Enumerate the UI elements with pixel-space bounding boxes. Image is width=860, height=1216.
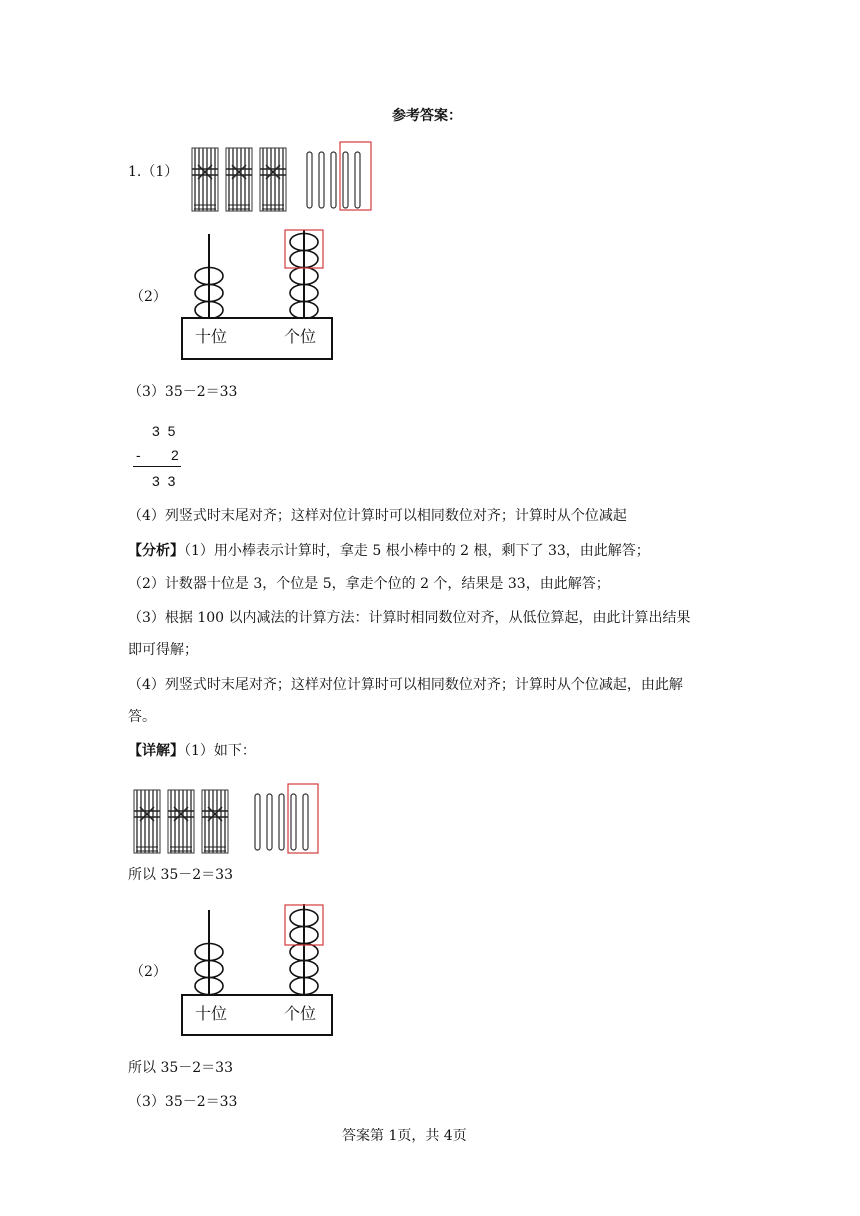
stick-bundle [168,790,194,853]
question-number: 1.（1） [128,164,179,180]
analysis-line-4a: （4）列竖式时末尾对齐；这样对位计算时可以相同数位对齐；计算时从个位减起，由此解 [128,677,683,693]
subtrahend: 2 [171,447,179,463]
detail-line-1 [128,742,256,760]
analysis-text-1: （1）用小棒表示计算时，拿走 5 根小棒中的 2 根，剩下了 33，由此解答； [184,543,650,559]
detail-part-3: （3）35－2＝33 [128,1094,238,1110]
part-4-answer: （4）列竖式时末尾对齐；这样对位计算时可以相同数位对齐；计算时从个位减起 [128,508,627,524]
part-3-answer: （3）35－2＝33 [128,384,238,400]
analysis-line-3a: （3）根据 100 以内减法的计算方法：计算时相同数位对齐，从低位算起，由此计算出结果 [128,610,691,626]
analysis-tag: 【分析】 [128,543,184,559]
vertical-rule [133,466,181,467]
minus-sign: - [136,447,141,463]
stick-bundles [190,140,375,215]
detail-intro: （1）如下： [184,743,256,759]
sticks-figure-1 [190,140,375,215]
single-sticks [307,152,360,208]
detail-result-1: 所以 35－2＝33 [128,867,233,883]
page-footer: 答案第 1页，共 4页 [342,1128,467,1144]
analysis-line-1 [128,542,650,560]
detail-part-2-label: （2） [130,964,167,980]
stick-bundle [202,790,228,853]
minuend: 3 5 [152,423,178,439]
stick-bundle [226,148,252,211]
difference: 3 3 [152,473,178,489]
stick-bundle [134,790,160,853]
page-title: 参考答案： [392,108,462,124]
analysis-line-3b: 即可得解； [128,642,198,658]
analysis-line-2: （2）计数器十位是 3，个位是 5，拿走个位的 2 个，结果是 33，由此解答； [128,576,610,592]
ones-place-label: 个位 [284,327,317,346]
abacus-figure-2 [180,902,340,1037]
tens-place-label: 十位 [195,1004,228,1023]
part-2-label: （2） [130,289,167,305]
abacus-figure-1 [180,228,340,363]
ones-place-label: 个位 [284,1004,317,1023]
detail-tag: 【详解】 [128,743,184,759]
single-sticks [255,794,308,850]
tens-place-label: 十位 [195,327,228,346]
vertical-subtraction [130,420,190,495]
detail-result-2: 所以 35－2＝33 [128,1060,233,1076]
stick-bundle [192,148,218,211]
sticks-figure-2 [132,782,322,857]
stick-bundle [260,148,286,211]
analysis-line-4b: 答。 [128,709,156,725]
